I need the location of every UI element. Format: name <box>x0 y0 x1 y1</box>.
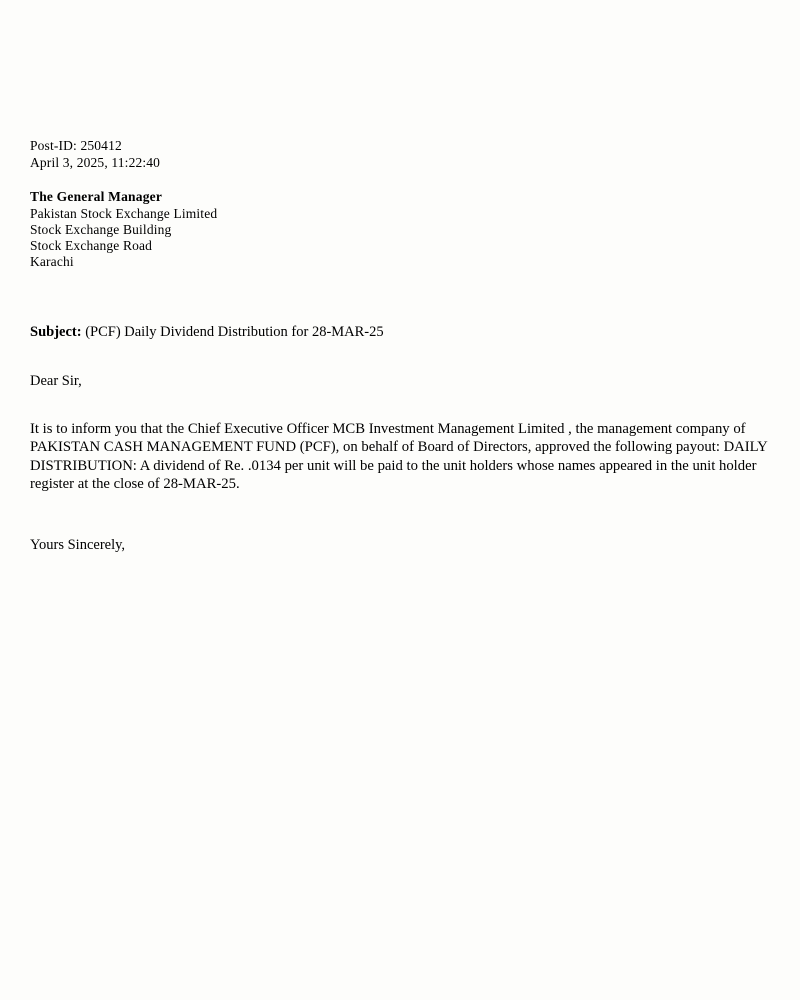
post-id-line: Post-ID: 250412 <box>30 138 122 153</box>
body-paragraph: It is to inform you that the Chief Executive Officer MCB Investment Management Limited , the management company of PAKISTAN CASH MANAGEMENT FUND (PCF), on behalf of Board of Directors, approved the following payout: DAILY DISTRIBUTION: A dividend of Re. .0134 per unit will be paid to the unit holders whose names appeared in the unit holder register at the close of 28-MAR-25. <box>30 420 768 492</box>
document-meta <box>30 138 772 171</box>
salutation: Dear Sir, <box>30 372 82 389</box>
subject-line <box>30 323 772 341</box>
addressee-title: The General Manager <box>30 189 163 204</box>
addressee-line-2: Stock Exchange Building <box>30 221 172 237</box>
subject-value: (PCF) Daily Dividend Distribution for 28-MAR-25 <box>85 323 384 340</box>
addressee-line-4: Karachi <box>30 254 74 270</box>
body-paragraph-container <box>30 420 772 494</box>
addressee-block <box>30 189 772 271</box>
addressee-line-3: Stock Exchange Road <box>30 238 153 254</box>
addressee-line-1: Pakistan Stock Exchange Limited <box>30 205 218 221</box>
closing-line: Yours Sincerely, <box>30 537 126 554</box>
timestamp-line: April 3, 2025, 11:22:40 <box>30 154 161 170</box>
subject-label: Subject: <box>30 323 82 340</box>
